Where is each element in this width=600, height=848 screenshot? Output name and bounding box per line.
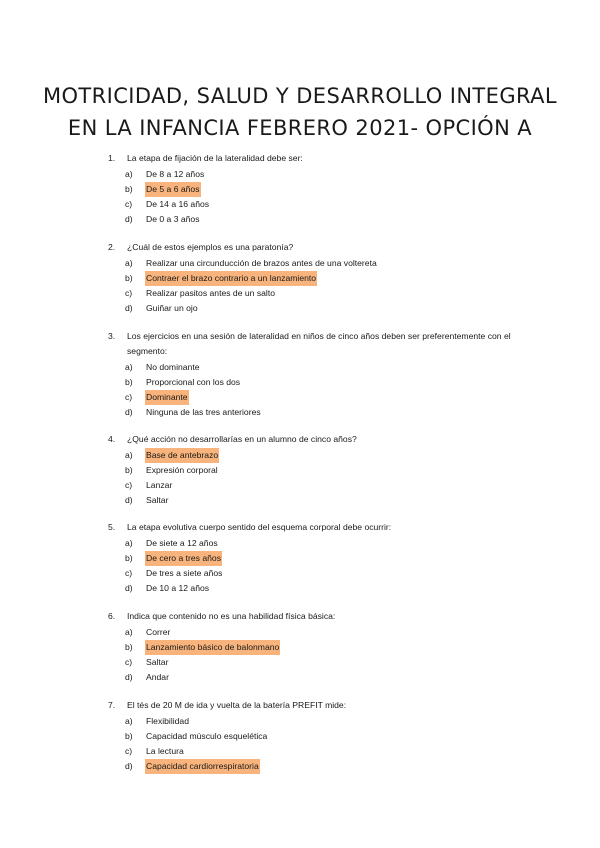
question-text: ¿Qué acción no desarrollarías en un alumno de cinco años? <box>127 434 357 444</box>
option-text: Realizar pasitos antes de un salto <box>146 288 275 298</box>
option-letter: d) <box>125 583 133 593</box>
option-letter: b) <box>125 184 133 194</box>
option-letter: a) <box>125 169 133 179</box>
option-text: No dominante <box>146 362 200 372</box>
option-letter: b) <box>125 731 133 741</box>
option-letter: d) <box>125 495 133 505</box>
correct-answer-highlight: Lanzamiento básico de balonmano <box>145 640 280 655</box>
question-number: 2. <box>108 242 116 252</box>
option-text: Expresión corporal <box>146 465 218 475</box>
option-a <box>108 448 528 463</box>
option-letter: c) <box>125 288 133 298</box>
correct-answer-highlight: De 5 a 6 años <box>145 182 201 197</box>
question-5 <box>108 520 528 596</box>
option-letter: a) <box>125 716 133 726</box>
option-letter: b) <box>125 273 133 283</box>
option-c <box>108 197 528 212</box>
option-b <box>108 729 528 744</box>
option-a <box>108 360 528 375</box>
option-a <box>108 625 528 640</box>
option-b <box>108 375 528 390</box>
question-text: El tés de 20 M de ida y vuelta de la batería PREFIT mide: <box>127 700 347 710</box>
option-a <box>108 256 528 271</box>
option-letter: a) <box>125 450 133 460</box>
option-letter: c) <box>125 746 133 756</box>
option-d <box>108 493 528 508</box>
option-letter: c) <box>125 657 133 667</box>
option-text: De 14 a 16 años <box>146 199 210 209</box>
question-1 <box>108 151 528 227</box>
question-text-row <box>108 240 528 255</box>
option-text: Andar <box>146 672 169 682</box>
option-c <box>108 478 528 493</box>
option-letter: d) <box>125 303 133 313</box>
option-c <box>108 566 528 581</box>
question-2 <box>108 240 528 316</box>
question-text: La etapa de fijación de la lateralidad debe ser: <box>127 153 303 163</box>
options-list <box>108 625 528 685</box>
question-4 <box>108 432 528 508</box>
option-text: Realizar una circunducción de brazos antes de una voltereta <box>146 258 377 268</box>
correct-answer-highlight: Capacidad cardiorrespiratoria <box>145 759 260 774</box>
option-d <box>108 405 528 420</box>
option-a <box>108 167 528 182</box>
option-text: La lectura <box>146 746 184 756</box>
question-number: 7. <box>108 700 116 710</box>
question-number: 4. <box>108 434 116 444</box>
option-text: Proporcional con los dos <box>146 377 241 387</box>
option-letter: a) <box>125 538 133 548</box>
correct-answer-highlight: Dominante <box>145 390 189 405</box>
question-text-row <box>108 609 528 624</box>
question-number: 6. <box>108 611 116 621</box>
option-letter: a) <box>125 258 133 268</box>
correct-answer-highlight: De cero a tres años <box>145 551 222 566</box>
option-letter: a) <box>125 627 133 637</box>
option-c <box>108 655 528 670</box>
option-letter: d) <box>125 214 133 224</box>
question-text-row <box>108 329 528 359</box>
option-letter: a) <box>125 362 133 372</box>
option-d <box>108 301 528 316</box>
option-text: Correr <box>146 627 171 637</box>
option-letter: c) <box>125 568 133 578</box>
option-c <box>108 390 528 405</box>
option-letter: c) <box>125 480 133 490</box>
question-number: 1. <box>108 153 116 163</box>
question-6 <box>108 609 528 685</box>
option-b <box>108 271 528 286</box>
question-text-row <box>108 432 528 447</box>
option-a <box>108 536 528 551</box>
option-text: Ninguna de las tres anteriores <box>146 407 261 417</box>
option-a <box>108 714 528 729</box>
question-text: Indica que contenido no es una habilidad física básica: <box>127 611 336 621</box>
option-letter: b) <box>125 553 133 563</box>
question-number: 5. <box>108 522 116 532</box>
option-letter: b) <box>125 642 133 652</box>
option-d <box>108 581 528 596</box>
option-letter: d) <box>125 672 133 682</box>
option-text: De 10 a 12 años <box>146 583 210 593</box>
option-c <box>108 286 528 301</box>
title-line-2: EN LA INFANCIA FEBRERO 2021- OPCIÓN A <box>67 116 533 140</box>
question-text: La etapa evolutiva cuerpo sentido del esquema corporal debe ocurrir: <box>127 522 392 532</box>
option-letter: c) <box>125 392 133 402</box>
question-text-row <box>108 151 528 166</box>
options-list <box>108 256 528 316</box>
option-text: Saltar <box>146 495 169 505</box>
option-text: Saltar <box>146 657 169 667</box>
option-text: De siete a 12 años <box>146 538 218 548</box>
option-text: Capacidad músculo esquelética <box>146 731 268 741</box>
question-7 <box>108 698 528 774</box>
question-text-row <box>108 698 528 713</box>
option-d <box>108 759 528 774</box>
option-b <box>108 640 528 655</box>
option-letter: d) <box>125 407 133 417</box>
option-b <box>108 182 528 197</box>
options-list <box>108 167 528 227</box>
option-letter: b) <box>125 377 133 387</box>
title-line-1: MOTRICIDAD, SALUD Y DESARROLLO INTEGRAL <box>42 84 558 108</box>
question-text: Los ejercicios en una sesión de lateralidad en niños de cinco años deben ser preferentemente con el segmento: <box>127 331 511 356</box>
option-d <box>108 212 528 227</box>
options-list <box>108 360 528 420</box>
option-text: De tres a siete años <box>146 568 223 578</box>
option-b <box>108 463 528 478</box>
option-b <box>108 551 528 566</box>
correct-answer-highlight: Base de antebrazo <box>145 448 219 463</box>
option-text: Guiñar un ojo <box>146 303 198 313</box>
option-text: Lanzar <box>146 480 173 490</box>
page-title <box>0 80 600 144</box>
option-text: Flexibilidad <box>146 716 189 726</box>
question-3 <box>108 329 528 420</box>
question-text-row <box>108 520 528 535</box>
options-list <box>108 536 528 596</box>
option-letter: d) <box>125 761 133 771</box>
question-text: ¿Cuál de estos ejemplos es una paratonía? <box>127 242 294 252</box>
option-letter: b) <box>125 465 133 475</box>
option-letter: c) <box>125 199 133 209</box>
options-list <box>108 448 528 508</box>
options-list <box>108 714 528 774</box>
correct-answer-highlight: Contraer el brazo contrario a un lanzamiento <box>145 271 317 286</box>
option-text: De 8 a 12 años <box>146 169 205 179</box>
option-c <box>108 744 528 759</box>
option-d <box>108 670 528 685</box>
option-text: De 0 a 3 años <box>146 214 200 224</box>
question-number: 3. <box>108 331 116 341</box>
